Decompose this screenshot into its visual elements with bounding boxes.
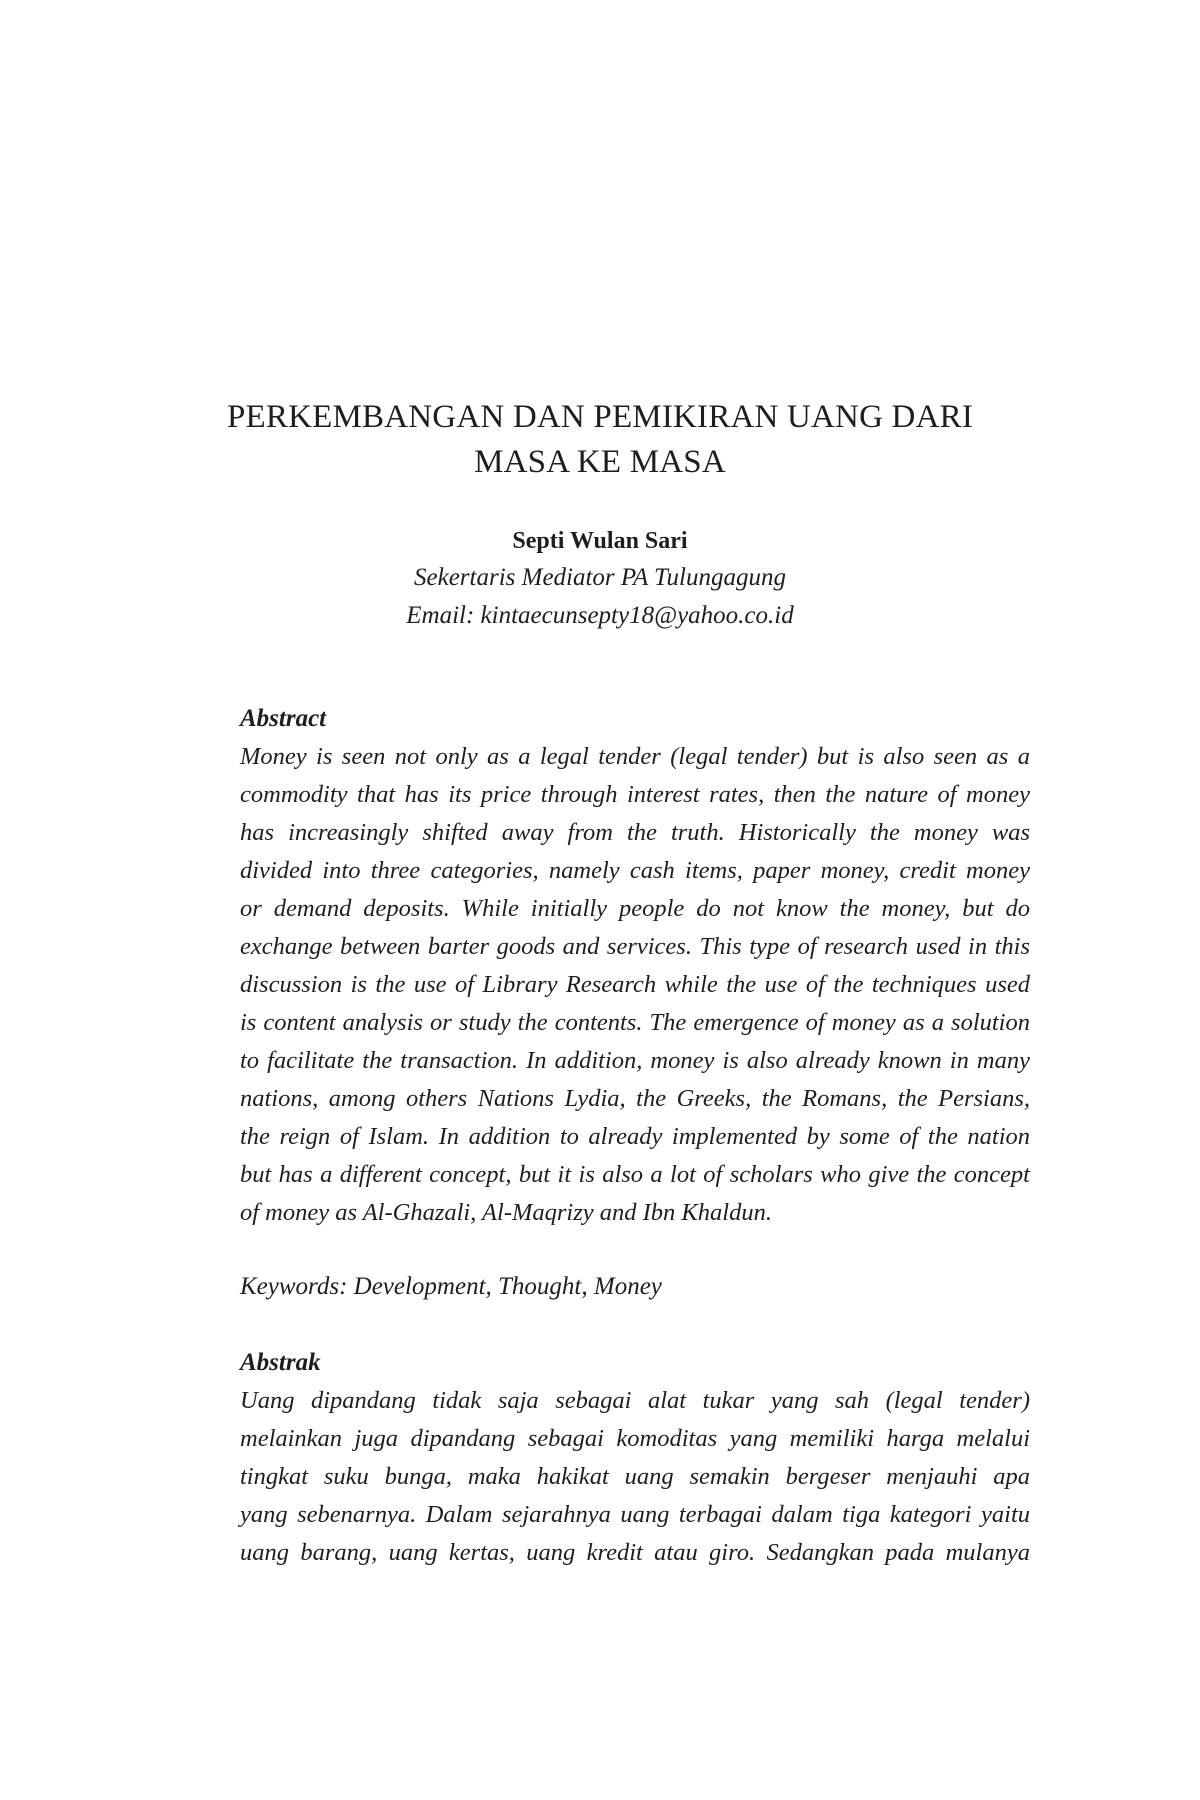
abstrak-line: tingkat suku bunga, maka hakikat uang semakin bergeser menjauhi apa bbox=[240, 1463, 1030, 1490]
title-line-1: PERKEMBANGAN DAN PEMIKIRAN UANG DARI bbox=[226, 399, 974, 435]
author-block bbox=[100, 523, 1100, 635]
abstract-line: of money as Al-Ghazali, Al-Maqrizy and Ibn Khaldun. bbox=[240, 1199, 772, 1226]
abstract-line: is content analysis or study the contents. The emergence of money as a solution bbox=[240, 1009, 1030, 1036]
keywords: Keywords: Development, Thought, Money bbox=[240, 1273, 662, 1300]
abstract-line: exchange between barter goods and services. This type of research used in this bbox=[240, 933, 1030, 960]
abstract-indonesian bbox=[240, 1344, 1030, 1572]
abstract-line: Money is seen not only as a legal tender (legal tender) but is also seen as a bbox=[240, 743, 1030, 770]
paper-title bbox=[100, 395, 1100, 485]
abstract-heading: Abstract bbox=[240, 705, 327, 732]
abstract-line: divided into three categories, namely cash items, paper money, credit money bbox=[240, 857, 1030, 884]
abstract-line: commodity that has its price through interest rates, then the nature of money bbox=[240, 781, 1030, 808]
abstrak-line: Uang dipandang tidak saja sebagai alat tukar yang sah (legal tender) bbox=[240, 1387, 1030, 1414]
abstrak-heading: Abstrak bbox=[240, 1349, 321, 1376]
author-name: Septi Wulan Sari bbox=[512, 528, 688, 554]
abstract-line: has increasingly shifted away from the truth. Historically the money was bbox=[240, 819, 1030, 846]
abstract-line: but has a different concept, but it is also a lot of scholars who give the concept bbox=[240, 1161, 1030, 1188]
abstract-line: discussion is the use of Library Research while the use of the techniques used bbox=[240, 971, 1030, 998]
title-line-2: MASA KE MASA bbox=[474, 444, 726, 480]
abstrak-line: melainkan juga dipandang sebagai komoditas yang memiliki harga melalui bbox=[240, 1425, 1030, 1452]
abstract-line: nations, among others Nations Lydia, the Greeks, the Romans, the Persians, bbox=[240, 1085, 1030, 1112]
abstract-line: to facilitate the transaction. In addition, money is also already known in many bbox=[240, 1047, 1030, 1074]
author-email: Email: kintaecunsepty18@yahoo.co.id bbox=[406, 602, 794, 629]
abstract-english bbox=[240, 700, 1030, 1232]
abstract-line: the reign of Islam. In addition to already implemented by some of the nation bbox=[240, 1123, 1030, 1150]
abstrak-line: yang sebenarnya. Dalam sejarahnya uang terbagai dalam tiga kategori yaitu bbox=[240, 1501, 1030, 1528]
abstrak-line: uang barang, uang kertas, uang kredit atau giro. Sedangkan pada mulanya bbox=[240, 1539, 1030, 1566]
abstract-line: or demand deposits. While initially people do not know the money, but do bbox=[240, 895, 1030, 922]
author-affiliation: Sekertaris Mediator PA Tulungagung bbox=[414, 564, 786, 591]
